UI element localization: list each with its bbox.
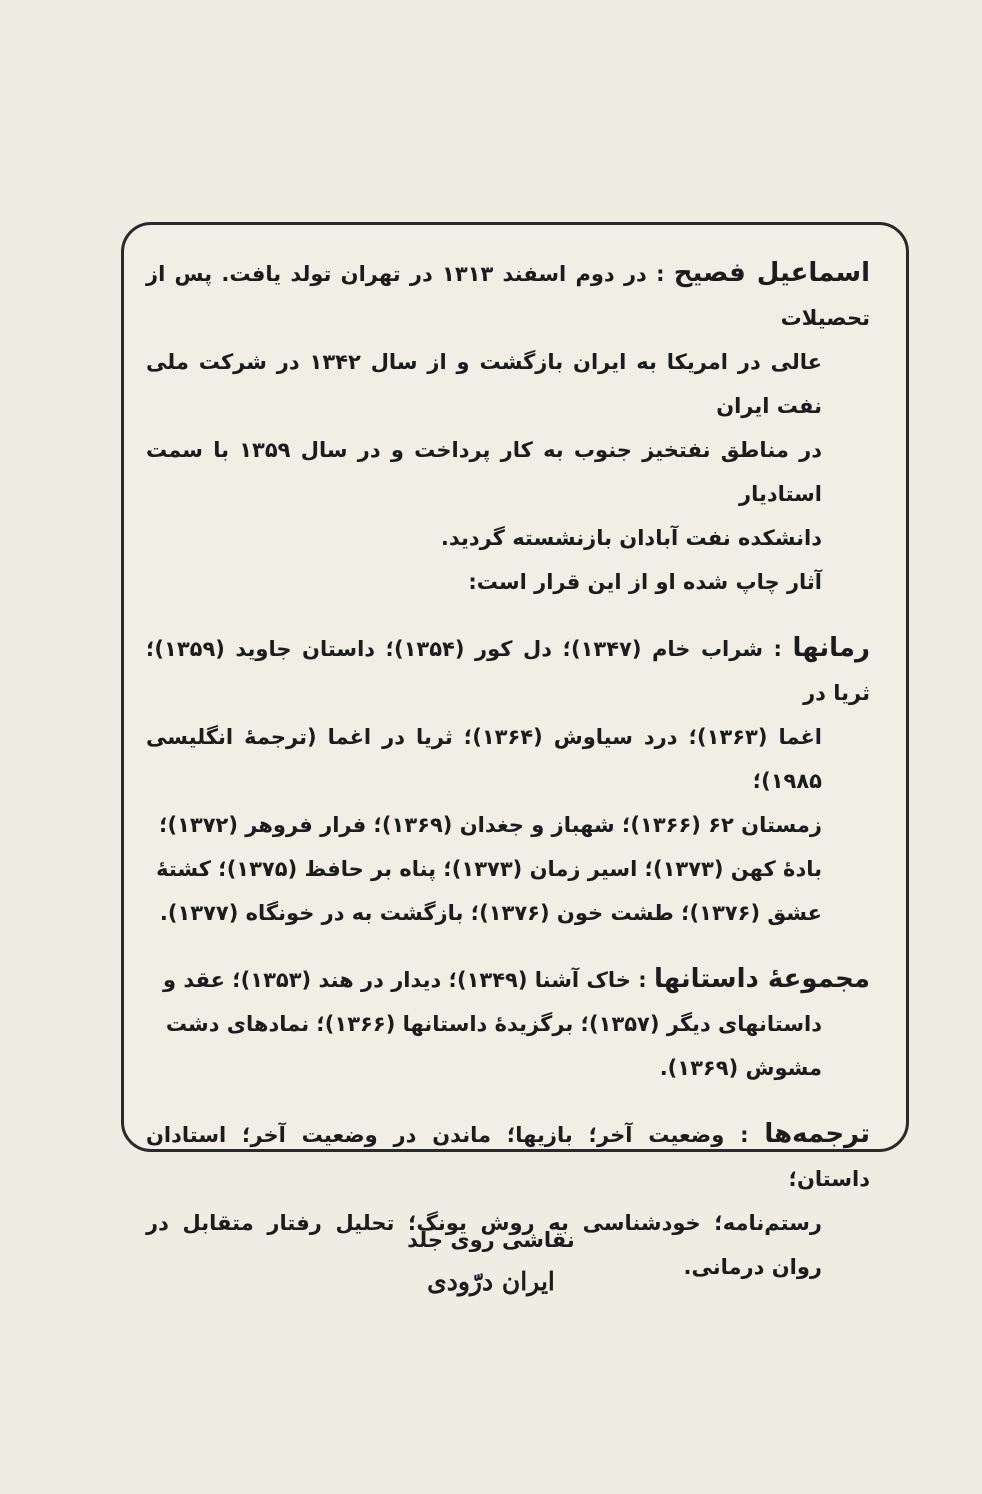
bio-line: عالی در امریکا به ایران بازگشت و از سال ۱۳۴۲ در شرکت ملی نفت ایران	[146, 350, 822, 418]
colon-separator: :	[762, 637, 793, 661]
colon-separator: :	[646, 262, 674, 286]
translations-line	[146, 1112, 870, 1201]
translations-heading: ترجمه‌ها	[764, 1119, 870, 1149]
author-name: اسماعیل فصیح	[673, 258, 870, 288]
stories-line	[146, 957, 870, 1002]
stories-line: داستانهای دیگر (۱۳۵۷)؛ برگزیدهٔ داستانها (۱۳۶۶)؛ نمادهای دشت	[165, 1012, 822, 1036]
novels-section	[146, 626, 870, 935]
novels-line: اغما (۱۳۶۳)؛ درد سیاوش (۱۳۶۴)؛ ثریا در اغما (ترجمهٔ انگلیسی ۱۹۸۵)؛	[146, 725, 822, 793]
cover-art-credit	[0, 1220, 982, 1304]
novels-line: بادهٔ کهن (۱۳۷۳)؛ اسیر زمان (۱۳۷۳)؛ پناه بر حافظ (۱۳۷۵)؛ کشتهٔ	[156, 857, 822, 881]
author-bio-section	[146, 251, 870, 604]
novels-heading: رمانها	[792, 633, 870, 663]
novels-line: عشق (۱۳۷۶)؛ طشت خون (۱۳۷۶)؛ بازگشت به در خونگاه (۱۳۷۷).	[159, 901, 822, 925]
stories-section	[146, 957, 870, 1090]
cover-credit-label: نقاشی روی جلد	[407, 1228, 575, 1252]
novels-line	[146, 626, 870, 715]
novels-text: شراب خام (۱۳۴۷)؛ دل کور (۱۳۵۴)؛ داستان جاوید (۱۳۵۹)؛ ثریا در	[146, 637, 870, 705]
translations-text: وضعیت آخر؛ بازیها؛ ماندن در وضعیت آخر؛ استادان داستان؛	[146, 1123, 870, 1191]
novels-line: زمستان ۶۲ (۱۳۶۶)؛ شهباز و جغدان (۱۳۶۹)؛ فرار فروهر (۱۳۷۲)؛	[159, 813, 822, 837]
stories-text: خاک آشنا (۱۳۴۹)؛ دیدار در هند (۱۳۵۳)؛ عقد و	[162, 968, 631, 992]
colon-separator: :	[724, 1123, 765, 1147]
bio-line: در مناطق نفتخیز جنوب به کار پرداخت و در سال ۱۳۵۹ با سمت استادیار	[146, 438, 822, 506]
bio-line: دانشکده نفت آبادان بازنشسته گردید.	[440, 526, 822, 550]
translations-line: رستم‌نامه؛ خودشناسی به روش یونگ؛ تحلیل رفتار متقابل در روان درمانی.	[146, 1211, 822, 1279]
cover-artist-name: ایران درّودی	[427, 1267, 555, 1296]
stories-heading: مجموعهٔ داستانها	[653, 964, 870, 994]
bio-line: آثار چاپ شده او از این قرار است:	[468, 570, 822, 594]
colon-separator: :	[630, 968, 654, 992]
bio-line	[146, 251, 870, 340]
bio-text: در دوم اسفند ۱۳۱۳ در تهران تولد یافت. پس از تحصیلات	[146, 262, 870, 330]
stories-line: مشوش (۱۳۶۹).	[659, 1056, 822, 1080]
bio-content	[146, 251, 870, 1311]
